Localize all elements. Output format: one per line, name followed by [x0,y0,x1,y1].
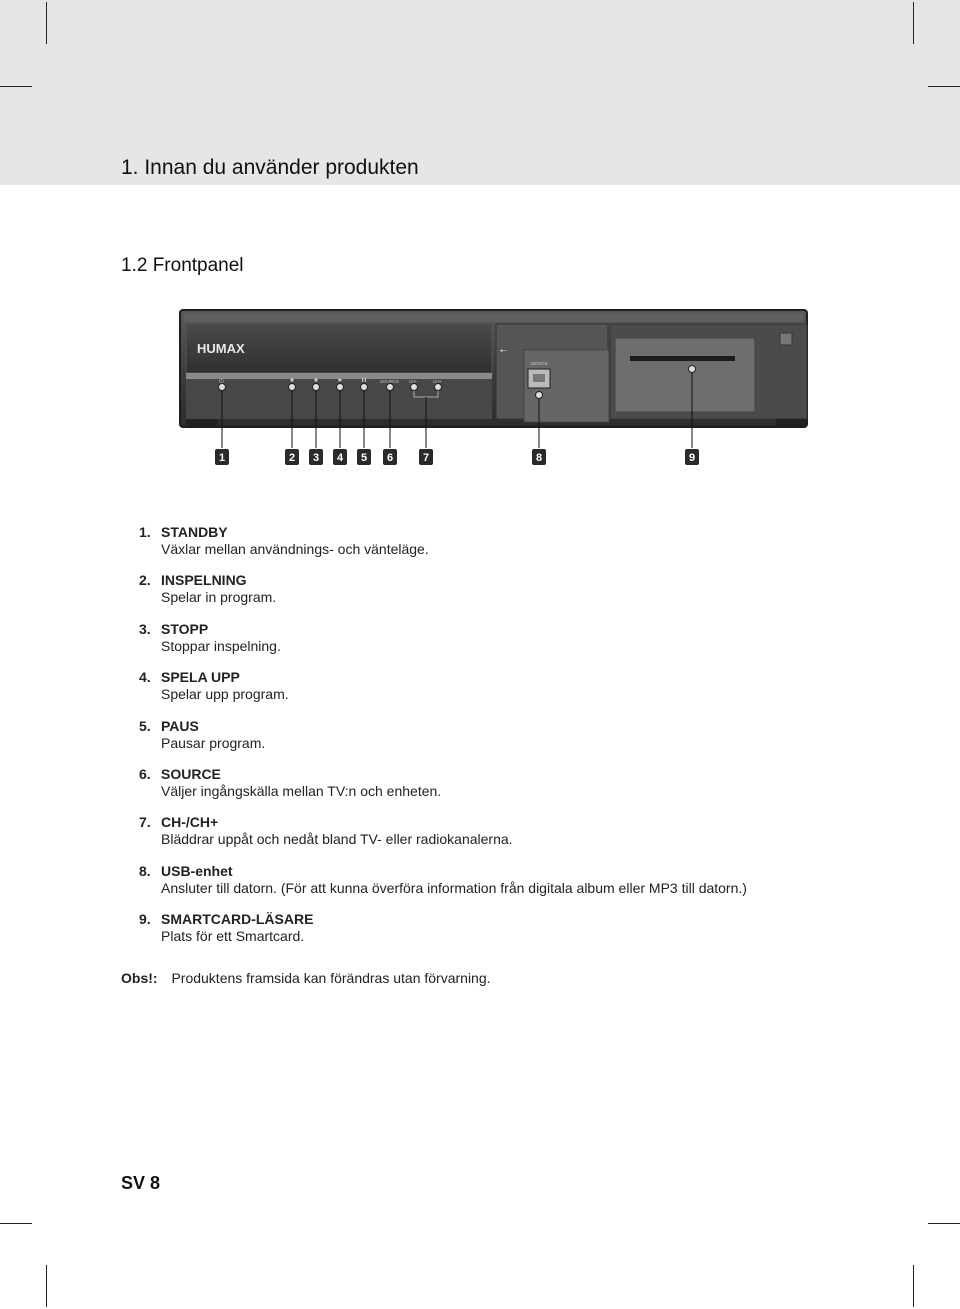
item-description: Väljer ingångskälla mellan TV:n och enheten. [161,782,442,799]
callout-number: 8 [535,452,543,464]
crop-mark [913,2,914,44]
item-description: Bläddrar uppåt och nedåt bland TV- eller radiokanalerna. [161,831,513,848]
item-number: 4. [139,669,151,686]
crop-mark [928,1223,960,1224]
item-number: 2. [139,572,151,589]
item-description: Spelar in program. [161,589,277,606]
source-label: SOURCE [380,379,400,384]
note [121,970,491,986]
power-icon: ⏻ [219,378,224,385]
item-title: SMARTCARD-LÄSARE [161,911,314,928]
stop-button [313,384,320,391]
item-number: 9. [139,911,151,928]
item-title: CH-/CH+ [161,814,219,831]
item-number: 3. [139,620,151,637]
callout-number: 5 [360,452,368,464]
crop-mark [46,2,47,44]
usb-device-label: DEVICE [531,361,548,366]
item-description: Ansluter till datorn. (För att kunna överföra information från digitala album eller MP3 till datorn.) [161,879,747,896]
item-description: Växlar mellan användnings- och vänteläge. [161,541,429,557]
source-button [387,384,394,391]
smartcard-slot [630,356,735,361]
callout-number: 2 [288,452,296,464]
callout-number: 6 [386,452,394,464]
item-number: 5. [139,717,151,734]
item-number: 1. [139,524,151,540]
ch-plus-label: CH+ [433,379,443,384]
item-title: INSPELNING [161,572,247,589]
item-title: STOPP [161,620,209,637]
crop-mark [46,1265,47,1307]
play-button [337,384,344,391]
note-label: Obs!: [121,970,158,986]
ch-plus-button [435,384,442,391]
front-panel-illustration [170,300,820,475]
crop-mark [913,1265,914,1307]
callout-number: 9 [688,452,696,464]
item-title: USB-enhet [161,862,233,879]
item-number: 7. [139,814,151,831]
section-title: 1.2 Frontpanel [121,255,244,276]
chapter-title: 1. Innan du använder produkten [121,156,419,179]
item-number: 6. [139,765,151,782]
callout-number: 7 [422,452,430,464]
crop-mark [0,1223,32,1224]
item-description: Pausar program. [161,734,266,751]
item-title: SPELA UPP [161,669,240,686]
item-title: SOURCE [161,765,221,782]
item-description: Stoppar inspelning. [161,637,281,654]
crop-mark [0,86,32,87]
record-button [289,384,296,391]
item-description: Spelar upp program. [161,686,289,703]
callout-number: 3 [312,452,320,464]
item-title: PAUS [161,717,199,734]
pause-button [361,384,368,391]
brand-logo: HUMAX [197,341,245,356]
callout-number: 4 [336,452,344,464]
page-number: SV 8 [121,1173,161,1193]
record-icon [290,378,293,381]
crop-mark [928,86,960,87]
ch-minus-button [411,384,418,391]
stop-icon [315,379,318,382]
ch-minus-label: CH- [409,379,417,384]
note-text: Produktens framsida kan förändras utan förvarning. [171,970,491,986]
item-title: STANDBY [161,524,228,540]
item-description: Plats för ett Smartcard. [161,928,305,945]
callout-number: 1 [218,452,226,464]
item-number: 8. [139,862,151,879]
usb-icon: ⭠ [500,346,508,356]
